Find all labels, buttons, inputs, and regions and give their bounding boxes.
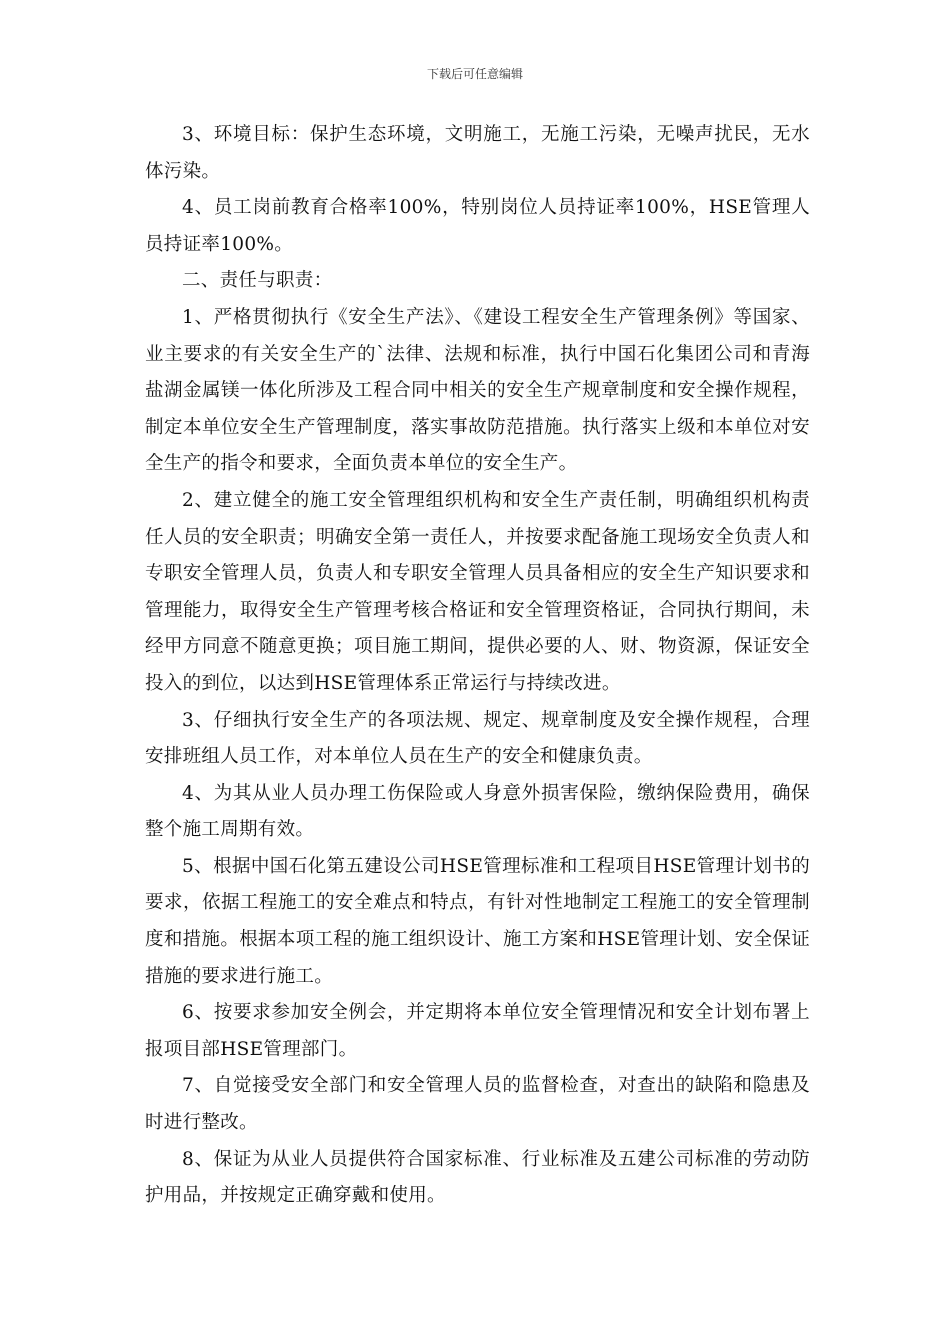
- paragraph-item-7: 7、自觉接受安全部门和安全管理人员的监督检查，对查出的缺陷和隐患及时进行整改。: [145, 1075, 810, 1134]
- paragraph-item-4: 4、为其从业人员办理工伤保险或人身意外损害保险，缴纳保险费用，确保整个施工周期有效。: [145, 782, 810, 841]
- document-body: [145, 117, 810, 1215]
- paragraph-environment-goal: 3、环境目标：保护生态环境，文明施工，无施工污染，无噪声扰民，无水体污染。: [145, 124, 810, 182]
- paragraph-item-2: 2、建立健全的施工安全管理组织机构和安全生产责任制，明确组织机构责任人员的安全职责；明确安全第一责任人，并按要求配备施工现场安全负责人和专职安全管理人员，负责人和专职安全管理人员具备相应的安全生产知识要求和管理能力，取得安全生产管理考核合格证和安全管理资格证，合同执行期间，未经甲方同意不随意更换；项目施工期间，提供必要的人、财、物资源，保证安全投入的到位，以达到HSE管理体系正常运行与持续改进。: [145, 489, 810, 694]
- section-heading-responsibilities: 二、责任与职责：: [182, 270, 333, 292]
- paragraph-item-3: 3、仔细执行安全生产的各项法规、规定、规章制度及安全操作规程，合理安排班组人员工作，对本单位人员在生产的安全和健康负责。: [145, 709, 810, 768]
- paragraph-item-6: 6、按要求参加安全例会，并定期将本单位安全管理情况和安全计划布署上报项目部HSE管理部门。: [145, 1002, 810, 1060]
- paragraph-training-rate: 4、员工岗前教育合格率100%，特别岗位人员持证率100%，HSE管理人员持证率100%。: [145, 197, 810, 255]
- paragraph-item-8: 8、保证为从业人员提供符合国家标准、行业标准及五建公司标准的劳动防护用品，并按规定正确穿戴和使用。: [145, 1148, 810, 1207]
- paragraph-item-1: 1、严格贯彻执行《安全生产法》、《建设工程安全生产管理条例》等国家、业主要求的有关安全生产的`法律、法规和标准，执行中国石化集团公司和青海盐湖金属镁一体化所涉及工程合同中相关的安全生产规章制度和安全操作规程，制定本单位安全生产管理制度，落实事故防范措施。执行落实上级和本单位对安全生产的指令和要求，全面负责本单位的安全生产。: [145, 306, 810, 475]
- page-header: 下载后可任意编辑: [426, 67, 523, 81]
- paragraph-item-5: 5、根据中国石化第五建设公司HSE管理标准和工程项目HSE管理计划书的要求，依据工程施工的安全难点和特点，有针对性地制定工程施工的安全管理制度和措施。根据本项工程的施工组织设计、施工方案和HSE管理计划、安全保证措施的要求进行施工。: [145, 855, 810, 987]
